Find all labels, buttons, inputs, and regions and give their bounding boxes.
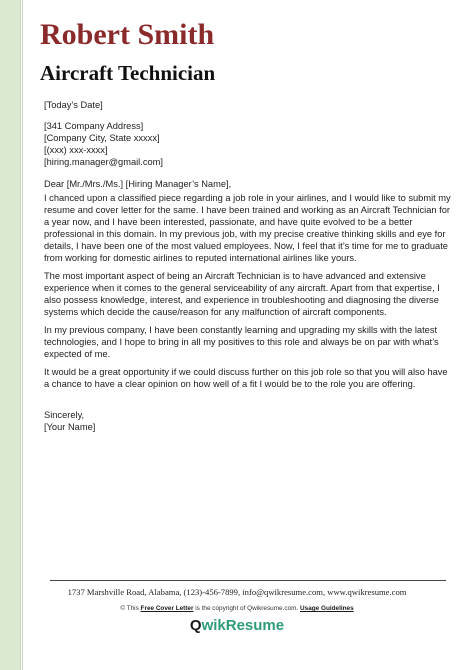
applicant-name: Robert Smith [40, 18, 215, 51]
footer-contact: 1737 Marshville Road, Alabama, (123)-456-7899, info@qwikresume.com, www.qwikresume.com [67, 587, 407, 597]
copyright-middle: is the copyright of Qwikresume.com. [193, 605, 301, 612]
decorative-side-bar [0, 0, 21, 670]
free-cover-letter-link[interactable]: Free Cover Letter [140, 605, 194, 612]
usage-guidelines-link[interactable]: Usage Guidelines [300, 605, 354, 612]
body-paragraph: In my previous company, I have been constantly learning and upgrading my skills with the latest technologies, and I hope to bring in all my positives to this role and always be on par with what’s expected of me. [44, 325, 439, 359]
footer-divider [50, 580, 446, 581]
address-line: [hiring.manager@gmail.com] [44, 157, 163, 167]
copyright-prefix: © This [120, 605, 141, 612]
job-title: Aircraft Technician [40, 61, 216, 85]
letter-body [44, 99, 452, 433]
signature: [Your Name] [44, 422, 96, 432]
body-paragraph: The most important aspect of being an Aircraft Technician is to have advanced and extensive experience when it comes to the general serviceability of any aircraft. Apart from that expertise, I also possess knowledge, interest, and experience in troubleshooting and diagnosing the diverse systems which decide the cause/reason for any malfunction of aircraft components. [44, 271, 440, 317]
qwikresume-logo [0, 617, 474, 634]
address-line: [Company City, State xxxxx] [44, 133, 160, 143]
closing: Sincerely, [44, 410, 85, 420]
salutation: Dear [Mr./Mrs./Ms.] [Hiring Manager’s Name], [44, 179, 232, 189]
letter-date: [Today’s Date] [44, 100, 103, 110]
address-line: [(xxx) xxx-xxxx] [44, 145, 108, 155]
closing-block [44, 409, 452, 433]
decorative-side-line [22, 0, 23, 670]
brand-first-letter: Q [189, 617, 202, 634]
recipient-address [44, 120, 452, 168]
address-line: [341 Company Address] [44, 121, 144, 131]
body-paragraph: It would be a great opportunity if we could discuss further on this job role so that you will also have a chance to have a clear opinion on how well of a fit I would be to the role you are offering. [44, 367, 448, 389]
copyright-notice [0, 605, 474, 612]
body-paragraph: I chanced upon a classified piece regarding a job role in your airlines, and I would like to submit my resume and cover letter for the same. I have been trained and working as an Aircraft Technician for a year now, and I have been interested, passionate, and have quite evolved to be a better professional in this domain. In my previous job, with my precise creative thinking skills and eye for details, I have been one of the most valued employees. Now, I feel that it’s time for me to graduate from working for domestic airlines to reputed international airlines like yours. [44, 193, 451, 263]
brand-rest: wikResume [201, 617, 285, 634]
